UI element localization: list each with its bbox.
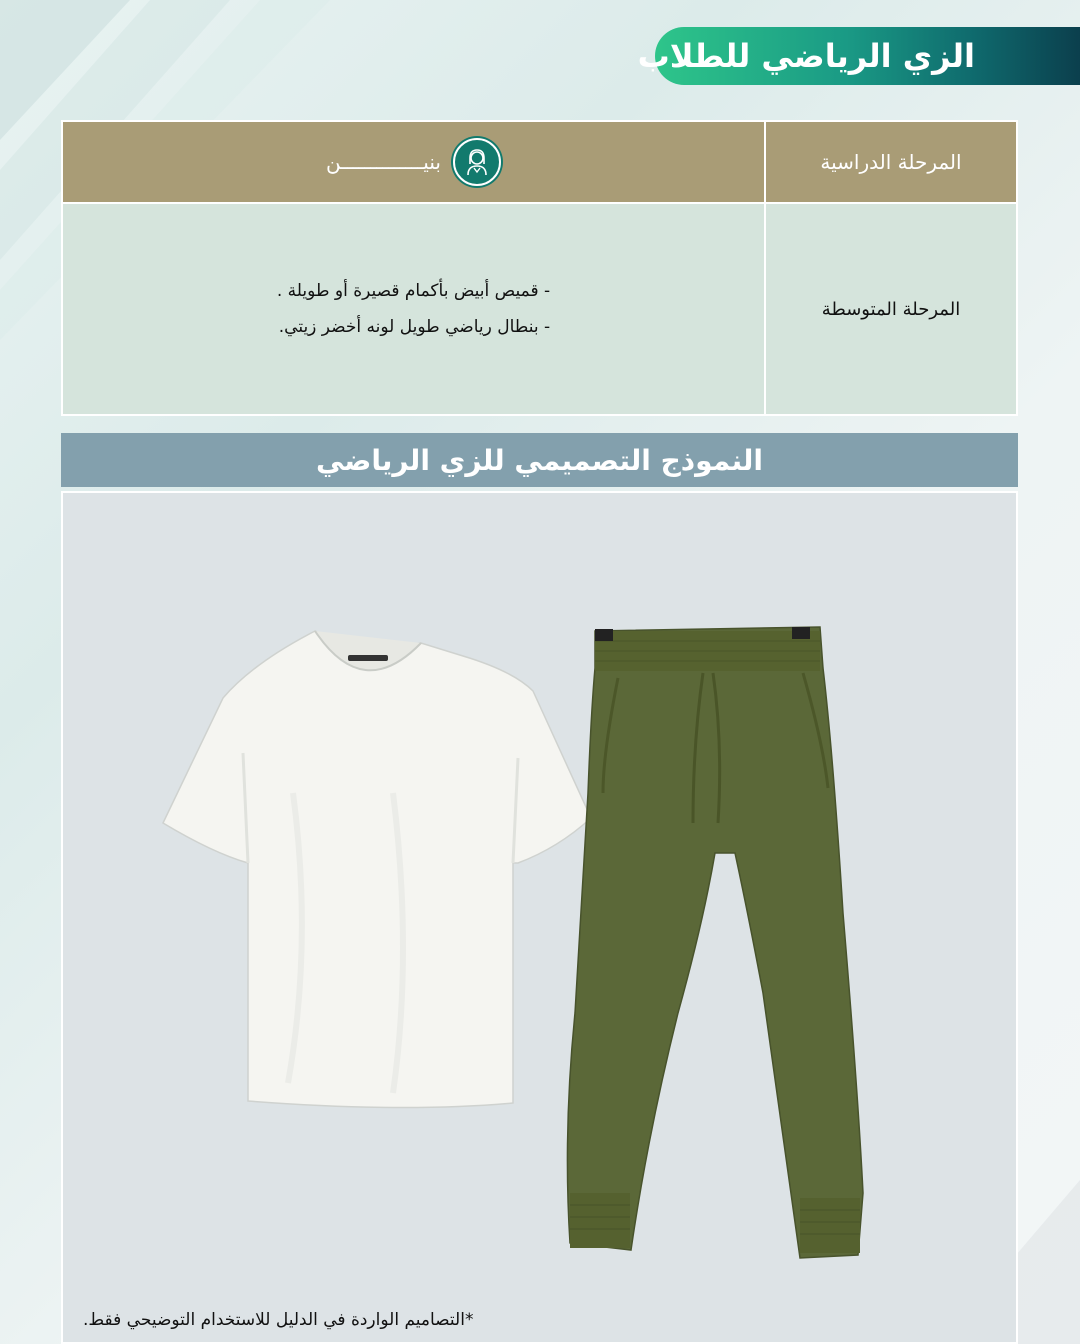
uniform-description-cell: [62, 203, 765, 415]
column-header-stage: المرحلة الدراسية: [765, 121, 1017, 203]
stage-cell: المرحلة المتوسطة: [765, 203, 1017, 415]
uniform-illustration-panel: [61, 491, 1018, 1344]
uniform-illustration: [63, 493, 1018, 1344]
section-title: النموذج التصميمي للزي الرياضي: [315, 443, 764, 477]
page-title: الزي الرياضي للطلاب: [637, 37, 975, 75]
uniform-description: [277, 273, 550, 345]
white-tshirt-image: [163, 631, 591, 1108]
uniform-item: - قميص أبيض بأكمام قصيرة أو طويلة .: [276, 281, 551, 301]
uniform-item: - بنطال رياضي طويل لونه أخضر زيتي.: [278, 317, 551, 337]
student-girl-icon: [453, 138, 501, 186]
page-title-banner: [637, 27, 1080, 85]
column-header-girls: [62, 121, 765, 203]
column-header-girls-label: بنيــــــــــــــن: [326, 150, 441, 174]
design-model-section-header: [61, 433, 1018, 487]
uniform-table: [61, 120, 1018, 416]
disclaimer-note: *التصاميم الواردة في الدليل للاستخدام التوضيحي فقط.: [83, 1310, 474, 1330]
olive-pants-image: [567, 627, 863, 1258]
